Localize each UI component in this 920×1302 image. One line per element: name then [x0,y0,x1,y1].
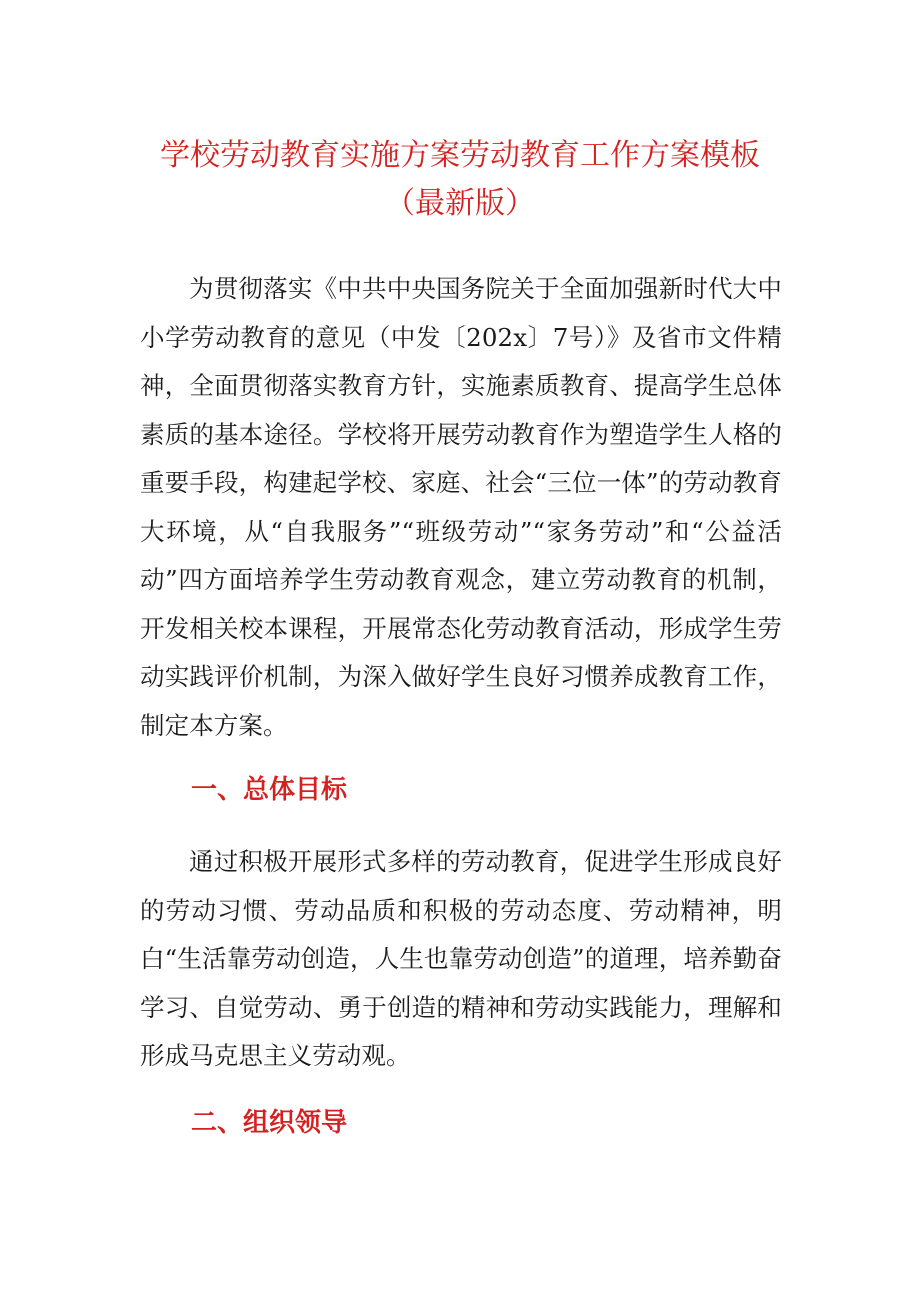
section-heading-organization: 二、组织领导 [191,1108,348,1138]
section-heading-goals: 一、总体目标 [191,775,348,805]
goals-paragraph: 通过积极开展形式多样的劳动教育，促进学生形成良好的劳动习惯、劳动品质和积极的劳动态度、劳动精神，明白“生活靠劳动创造，人生也靠劳动创造”的道理，培养勤奋学习、自觉劳动、勇于创造的精神和劳动实践能力，理解和形成马克思主义劳动观。 [140,847,782,1070]
document-subtitle: （最新版） [385,186,535,221]
document-title: 学校劳动教育实施方案劳动教育工作方案模板 [160,138,760,173]
intro-paragraph: 为贯彻落实《中共中央国务院关于全面加强新时代大中小学劳动教育的意见（中发〔202x〕7号）》及省市文件精神，全面贯彻落实教育方针，实施素质教育、提高学生总体素质的基本途径。学校将开展劳动教育作为塑造学生人格的重要手段，构建起学校、家庭、社会“三位一体”的劳动教育大环境，从“自我服务”“班级劳动”“家务劳动”和“公益活动”四方面培养学生劳动教育观念，建立劳动教育的机制，开发相关校本课程，开展常态化劳动教育活动，形成学生劳动实践评价机制，为深入做好学生良好习惯养成教育工作，制定本方案。 [140,274,782,740]
